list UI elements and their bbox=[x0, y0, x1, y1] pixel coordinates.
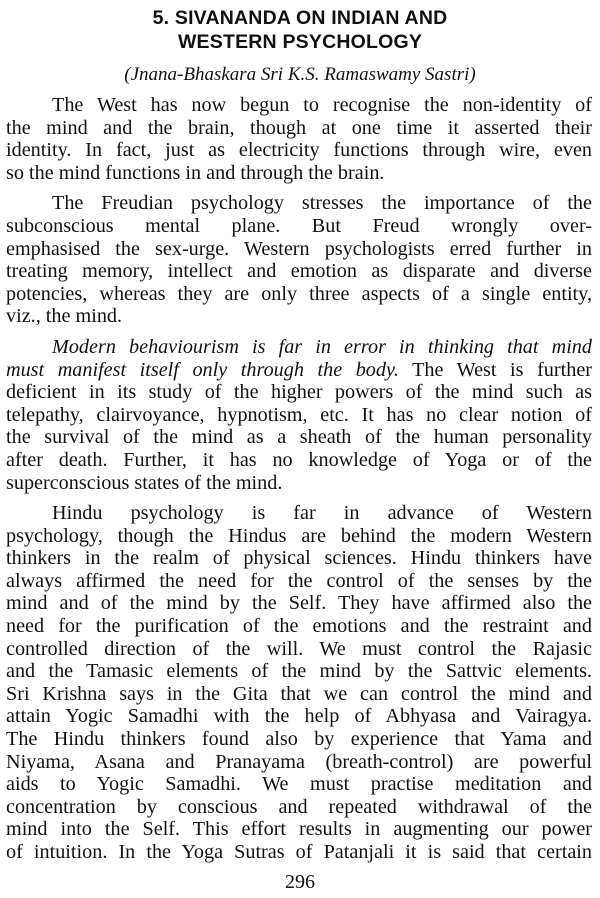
text-line: identity. In fact, just as electricity functions through wire, even bbox=[6, 139, 592, 162]
text-line: of intuition. In the Yoga Sutras of Patanjali it is said that certain bbox=[6, 841, 592, 863]
paragraph-3 bbox=[0, 336, 600, 494]
text-line: after death. Further, it has no knowledge of Yoga or of the bbox=[6, 448, 592, 471]
text-line: Sri Krishna says in the Gita that we can control the mind and bbox=[6, 682, 592, 705]
text-line: deficient in its study of the higher powers of the mind such as bbox=[6, 381, 592, 404]
text-line: The West has now begun to recognise the non-identity of bbox=[52, 94, 592, 116]
text-line: potencies, whereas they are only three aspects of a single entity, bbox=[6, 282, 592, 305]
chapter-author: (Jnana-Bhaskara Sri K.S. Ramaswamy Sastri) bbox=[124, 64, 476, 85]
text-line: Hindu psychology is far in advance of Western bbox=[52, 502, 592, 525]
text-line: superconscious states of the mind. bbox=[6, 471, 283, 494]
text-line: telepathy, clairvoyance, hypnotism, etc. It has no clear notion of bbox=[6, 403, 592, 426]
text-line: and the Tamasic elements of the mind by the Sattvic elements. bbox=[6, 660, 592, 683]
page-number: 296 bbox=[285, 871, 315, 893]
paragraph-4 bbox=[0, 502, 600, 864]
text-line: so the mind functions in and through the brain. bbox=[6, 161, 385, 184]
text-line: always affirmed the need for the control of the senses by the bbox=[6, 569, 592, 592]
text-line: The Hindu thinkers found also by experience that Yama and bbox=[6, 728, 592, 751]
text-line: psychology, though the Hindus are behind the modern Western bbox=[6, 524, 592, 547]
text-line: thinkers in the realm of physical sciences. Hindu thinkers have bbox=[6, 547, 592, 570]
regular-text: The West is further bbox=[398, 358, 593, 381]
paragraph-2 bbox=[0, 192, 600, 328]
text-line: the mind and the brain, though at one time it asserted their bbox=[6, 116, 592, 139]
text-line: mind into the Self. This effort results in augmenting our power bbox=[6, 818, 592, 841]
text-line: subconscious mental plane. But Freud wrongly over- bbox=[6, 214, 592, 237]
paragraph-1 bbox=[0, 94, 600, 184]
text-line: viz., the mind. bbox=[6, 305, 123, 328]
text-line: controlled direction of the will. We must control the Rajasic bbox=[6, 637, 592, 660]
text-line: The Freudian psychology stresses the importance of the bbox=[52, 192, 592, 215]
chapter-title-line-1: 5. SIVANANDA ON INDIAN AND bbox=[152, 7, 448, 29]
text-line: treating memory, intellect and emotion as disparate and diverse bbox=[6, 260, 592, 283]
text-line: the survival of the mind as a sheath of the human personality bbox=[6, 426, 592, 449]
text-line: concentration by conscious and repeated withdrawal of the bbox=[6, 795, 592, 818]
text-line: need for the purification of the emotions and the restraint and bbox=[6, 615, 592, 638]
text-line: mind and of the mind by the Self. They have affirmed also the bbox=[6, 592, 592, 615]
text-line: Niyama, Asana and Pranayama (breath-control) are powerful bbox=[6, 750, 592, 773]
chapter-body bbox=[0, 94, 600, 872]
italic-text-line: Modern behaviourism is far in error in thinking that mind bbox=[52, 335, 592, 358]
text-line: emphasised the sex-urge. Western psychologists erred further in bbox=[6, 237, 592, 260]
text-line: aids to Yogic Samadhi. We must practise meditation and bbox=[6, 773, 592, 796]
chapter-title-line-2: WESTERN PSYCHOLOGY bbox=[177, 31, 423, 53]
italic-text: must manifest itself only through the body. bbox=[6, 358, 399, 381]
text-line: attain Yogic Samadhi with the help of Abhyasa and Vairagya. bbox=[6, 705, 592, 728]
mixed-text-line bbox=[0, 359, 600, 382]
